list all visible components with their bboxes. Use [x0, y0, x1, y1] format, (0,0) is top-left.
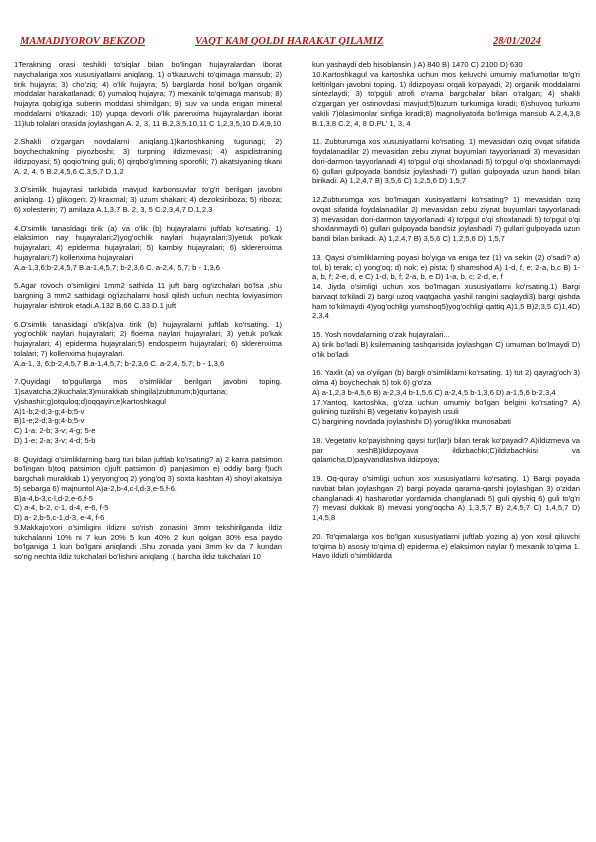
question-7: 7.Quyidagi to'pgullarga mos o'simliklar berilgan javobni toping. 1)savatcha;2)kuchala;3)murakkab shingila)zubturum;b)qurtana; v)shashir;g)otquloq;d)oqqayin;e)kartoshkagul A)1-b;2-d;3-g;4-b;5-v B)1-e;2-d;3-g;4-b;5-v C) 1-a: 2-b; 3-v; 4-g; 5-e D) 1-e; 2-a; 3-v; 4-d; 5-b	[14, 377, 282, 445]
page-header	[20, 36, 576, 52]
question-12: 12.Zubturumga xos bo'lmagan xusisyatlarni ko'rsating? 1) mevasidan oziq ovqat sifatida foydalanadilar 2) mevasidan zebu ziynat buyumlari tayyorlanadi 3) mevasidan dori-darmon tayyorlanadi 4) to'pgul o'qi shoxlanadi 5) to'pgul o'qi shoxlanmaydi 6) gullari gulpoyada bandsiz joylashadi 7) gullari gulpoyada uzun bandi bilan birikadi. A) 1,2,4,7 B) 3,5,6 C) 1,2,5,6 D) 1,5,7	[312, 195, 580, 243]
author-name: MAMADIYOROV BEKZOD	[20, 36, 145, 47]
question-1: 1Terakning orasi teshikli to'siqlar bilan bo'lingan hujayralardan iborat naychalariga xos xususiyatlarni aniqlang. 1) o'tkazuvchi to'qimaga mansub; 2) tirik hujayra; 3) cho'ziq; 4) o'lik hujayra; 5) barglarda hosil bo'lgan organik moddalar harakatlanadi; 6) yumaloq hujayra; 7) mexanik to'qimaga mansub; 8) hujayra qobig'iga suberin moddasi shimilgan; 9) suv va unda erigan mineral moddalarni o'tkazadi; 10) yupqa devorli o'lik parenxima hujayralardan iborat 11)lub tolalari orasida joylashgan A. 2, 3, 11 B.2,3,5,10,11 C 1,2,3,5,10 D.4,9,10	[14, 60, 282, 128]
question-16-17: 16. Yaxlit (a) va o'yilgan (b) bargli o'simliklarni ko'rsating. 1) tut 2) qayrag'och 3) olma 4) boychechak 5) tok 6) g'o'za A) a-1,2,3 b-4,5,6 B) a-2,3,4 b-1,5,6 C) a-2,4,5 b-1,3,6 D) a-1,5,6 b-2,3,4 17.Yantoq, kartoshka, g'o'za uchun umumiy bo'lgan belgini ko'rsating? A) gulining tuzilishi B) vegetativ ko'payish usuli C) bargining novdada joylashishi D) yorug'likka munosabati	[312, 368, 580, 426]
question-20: 20. To'qimalarga xos bo'lgan xususiyatlarni juftlab yozing a) yon xosil qiluvchi to'qima b) asosiy to'qima d) epiderma e) elaksimon naylar f) mexanik to'qima 1. Havo ildizli o'simliklarda	[312, 531, 580, 561]
question-15: 15. Yosh novdalarning o'zak hujayralari... A) tirik bo'ladi B) ksilemaning tashqarisida joylashgan C) umuman bo'lmaydi D) o'lik bo'ladi	[312, 330, 580, 359]
header-date: 28/01/2024	[493, 36, 541, 47]
right-column	[312, 60, 580, 830]
question-5: 5.Agar rovoch o'simligini 1mm2 sathida 11 juft barg og'izchalari bo'lsa ,shu bargning 3 mm2 sathidagi og'izchalarni hosil qilish uchun nechta loviyasimon hujayralar ishtirok etadi.A.132 B.66 C.33 D.1 juft	[14, 281, 282, 310]
question-9-10: kun yashaydi deb hisoblansin ) A) 840 B) 1470 C) 2100 D) 630 10.Kartoshkagul va kartoshka uchun mos keluvchi umumiy ma'lumotlar to'g'ri keltirilgan javobni toping. 1) ildizpoyasi orqali ko'payadi; 2) organik moddalarni sintezlaydi; 3) to'pguli atrofi o'rama bargchalar bilan o'ralgan; 4) shakli o'zgargan yer ostinovdasi mavjud;5)tuzum turkumiga kiradi; 6)shuvoq turkumi vakili 7)olasimonlar sinfiga kiradi;8) magnoliyatoifa bo'limiga mansub A.2,4,3,8 B.1,3,8 C.2, 4, 8 D.PL' 1, 3, 4	[312, 60, 580, 128]
question-19: 19. Oq-quray o'simligi uchun xos xususiyatlarni ko'rsating. 1) Bargi poyada navbat bilan joylashgan 2) bargi poyada qarama-qarshi joylashgan 3) o'zidan changlanadi 4) hasharotlar yordamida changlanadi 5) guli qiyshiq 6) guli to'g'ri 7) mevasi dukkak 8) mevasi yong'oqcha A) 1,3,5,7 B) 2,4,5,7 C) 1,4,5,7 D) 1,4,5,8	[312, 474, 580, 522]
question-13-14: 13. Qaysi o'simliklarning poyasi bo'yiga va eniga tez (1) va sekin (2) o'sadi? a) tol, b) terak; c) yong'oq; d) nok; e) pista; f) shamshod A) 1-d, f, e; 2-a, b,c B) 1-a, b, f; 2-e, d, e C) 1-d, b, f; 2-a, b, e D) 1-a, b, c; 2-d, e, f 14. Jiyda o'simligi uchun xos bo'lmagan xususiyatlarni ko'rsating.1) Bargi barvaqt to'kiladi 2) bargi uzoq vaqtgacha yashil rangini saqlaydi3) bargi qishda ham to'kilmaydi 4)yog'ochligi yumshoq5)yog'ochligi qattiq A)1,5 B)2,3,5 C)1,4D) 2,3,4	[312, 252, 580, 321]
question-3: 3.O'simlik hujayrasi tarkibida mavjud karbonsuvlar to'g'ri berilgan javobni aniqlang. 1) glikogen; 2) kraxmal; 3) uzum shakari; 4) dezoksiriboza; 5) riboza; 6) xolesterin; 7) amilaza A.1,3,7 B. 2, 3, 5 C.2,3,4,7 D.1,2,3	[14, 185, 282, 214]
question-2: 2.Shakli o'zgargan novdalarni aniqlang.1)kartoshkaning tugunagi; 2) boychechakning piyozboshi; 3) turpning ildizmevasi; 4) aspidistraning ildizpoyasi; 5) qoqio'tning guli; 6) qirqbo'g'imning sporofili; 7) akatsiyaning tikani A. 2, 4, 5 B.2,4,5,6 C.3,5,7 D.1,2	[14, 137, 282, 176]
question-8-9: 8. Quyidagi o'simliklarning barg turi bilan juftlab ko'rsating? a) 2 karra patsimon bo'lingan b)toq patsimon c)juft patsimon d) panjasimon e) oddiy barg f)uch bargchali murakkab 1) yeryong'oq 2) yong'oq 3) soxta kashtan 4) shoyi akatsiya 5) sebarga 6) majnuntol A)a-2,b-4,c-l,d-3,e-5,f-6. B)a-4,b-3,c-l,d-2,e-6,f-5 C) a-4, b-2, c-1, d-4, e-6, f-5 D) a- 2,b-5,c-1,d-3, e-4, f-6 9.Makkajo'xori o'simligini ildizni so'rish zonasini 3mm tekshirilganda ildiz tukchalarini 10% ni 7 kun 20% 5 kun 40% 2 kun qolgan 30% esa paydo bo'lganiga 1 kun bo'lgani aniqlandi .Shu zonada yani 3mm kv da 7 kundan so'ng nechta ildiz tukchalari bo'lishini aniqlang .( barcha ildiz tukchalari 10	[14, 454, 282, 561]
question-11: 11. Zubturumga xos xususiyatlarni ko'rsating. 1) mevasidan oziq ovqat sifatida foydalanadilar 2) mevasidan zebu ziynat buyumlari tayyorlanadi 3) mevasidan dori-darmon tayyorlanadi 4) to'pgul o'qi shoxlanadi 5) to'pgul o'qi shoxlanmaydi 6) gullari gulpoyada bandsiz joylashadi 7) gullari gulpoyada uzun bandi bilan birikadi. A) 1,2,4,7 B) 3,5,6 C) 1,2,5,6 D) 1,5,7	[312, 137, 580, 186]
left-column	[14, 60, 282, 830]
header-title: VAQT KAM QOLDI HARAKAT QILAMIZ	[195, 36, 384, 47]
question-18: 18. Vegetativ ko'payishning qaysi tur(lar)i bilan terak ko'payadi? A)ildizmeva va par xeshB)ildizpoyava ildizbachki;C)ildizbachkisi va qalamcha;D)payvandlashva ildizpoya;	[312, 435, 580, 465]
question-4: 4.O'simlik tanasidagi tirik (a) va o'lik (b) hujayralarni juftlab ko'rsating. 1) elaksimon nay hujayralari;2)yog'ochlik naylari hujayralari;3)yetuk po'kak hujayralari; 4) epiderma hujayralari; 5) kambiy hujayralari; 6) sklerenxima hujayralari;7) kollenxima hujayralari A.a-1,3,6;b-2,4,5,7 B.a-1,4,5,7; b-2,3,6 C. a-2,4, 5,7; b - 1,3,6	[14, 223, 282, 272]
question-6: 6.O'simlik tanasidagi o'lik(a)va tirik (b) hujayralarni juftlab ko'rsating. 1) yog'ochlik naylari hujayralari; 2) floema naylari hujayralari; 3) yetuk po'kak hujayralari; 4) epiderma hujayralari;5) endosperm hujayralari; 6) sklerenxima tolalari; 7) kollenxima hujayralari. A.a-1, 3, 6;b-2,4,5,7 B.a-1,4,5,7; b-2,3,6 C. a-2,4, 5,7; b - 1,3,6	[14, 319, 282, 368]
